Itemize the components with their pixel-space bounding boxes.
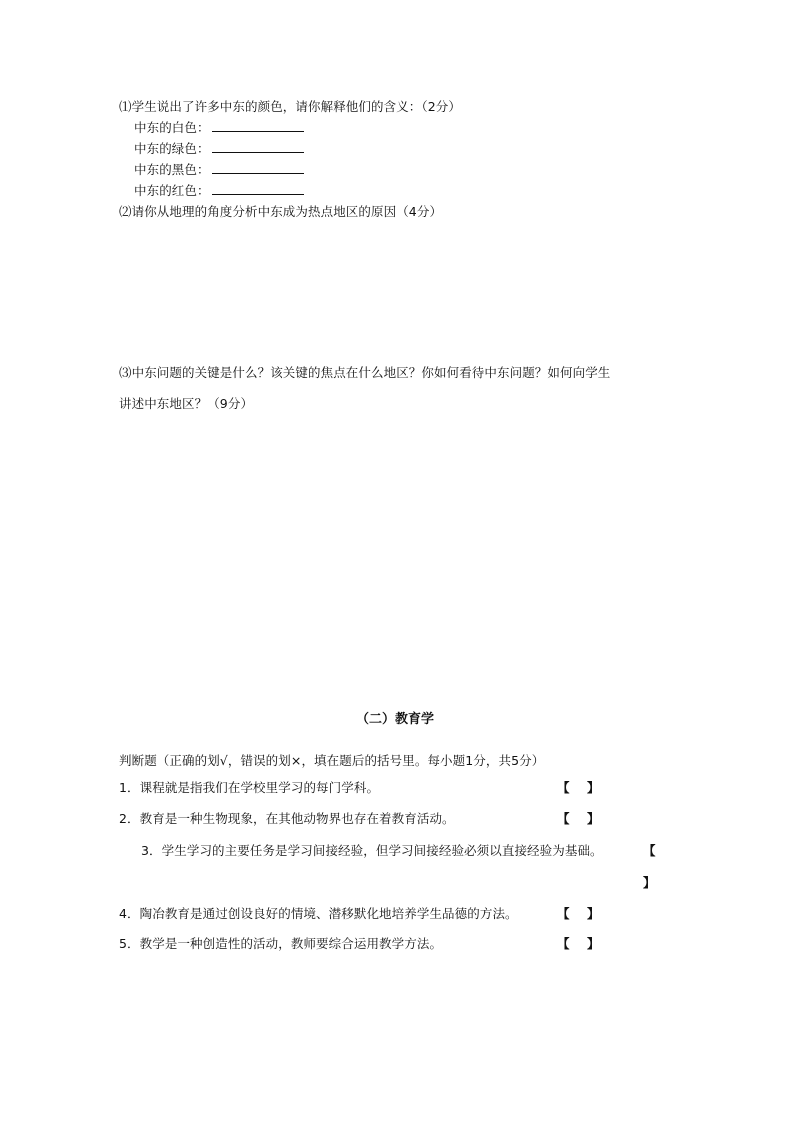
q1-item-white: [134, 120, 304, 136]
answer-bracket-open[interactable]: 【: [557, 906, 570, 921]
answer-bracket-close: 】: [587, 811, 600, 826]
q1-item-label: 中东的白色：: [134, 120, 210, 135]
q1-item-label: 中东的绿色：: [134, 141, 210, 156]
answer-blank[interactable]: [212, 183, 304, 195]
answer-bracket-open[interactable]: 【: [557, 780, 570, 795]
instructions: 判断题（正确的划√，错误的划×，填在题后的括号里。每小题1分，共5分）: [119, 753, 545, 768]
answer-bracket-open[interactable]: 【: [557, 811, 570, 826]
q1-item-green: [134, 141, 304, 157]
answer-bracket-open[interactable]: 【: [643, 843, 656, 858]
question-3-stem-line2: 讲述中东地区？（9分）: [119, 396, 254, 411]
answer-bracket-close: 】: [643, 875, 656, 890]
q1-item-label: 中东的红色：: [134, 183, 210, 198]
q1-item-red: [134, 183, 304, 199]
judge-item-2: 2．教育是一种生物现象，在其他动物界也存在着教育活动。: [119, 811, 455, 826]
answer-blank[interactable]: [212, 120, 304, 132]
question-2-stem: ⑵请你从地理的角度分析中东成为热点地区的原因（4分）: [119, 204, 443, 219]
answer-bracket-close: 】: [587, 906, 600, 921]
judge-item-5: 5．教学是一种创造性的活动，教师要综合运用教学方法。: [119, 936, 443, 951]
question-3-stem-line1: ⑶中东问题的关键是什么？该关键的焦点在什么地区？你如何看待中东问题？如何向学生: [119, 365, 611, 380]
judge-item-1: 1．课程就是指我们在学校里学习的每门学科。: [119, 780, 380, 795]
answer-blank[interactable]: [212, 141, 304, 153]
judge-item-4: 4．陶冶教育是通过创设良好的情境、潜移默化地培养学生品德的方法。: [119, 906, 518, 921]
question-1-stem: ⑴学生说出了许多中东的颜色，请你解释他们的含义：（2分）: [119, 99, 462, 114]
answer-bracket-open[interactable]: 【: [557, 936, 570, 951]
q1-item-label: 中东的黑色：: [134, 162, 210, 177]
answer-blank[interactable]: [212, 162, 304, 174]
section-title: （二）教育学: [356, 712, 435, 727]
q1-item-black: [134, 162, 304, 178]
judge-item-3: 3．学生学习的主要任务是学习间接经验，但学习间接经验必须以直接经验为基础。: [141, 843, 603, 858]
answer-bracket-close: 】: [587, 936, 600, 951]
answer-bracket-close: 】: [587, 780, 600, 795]
